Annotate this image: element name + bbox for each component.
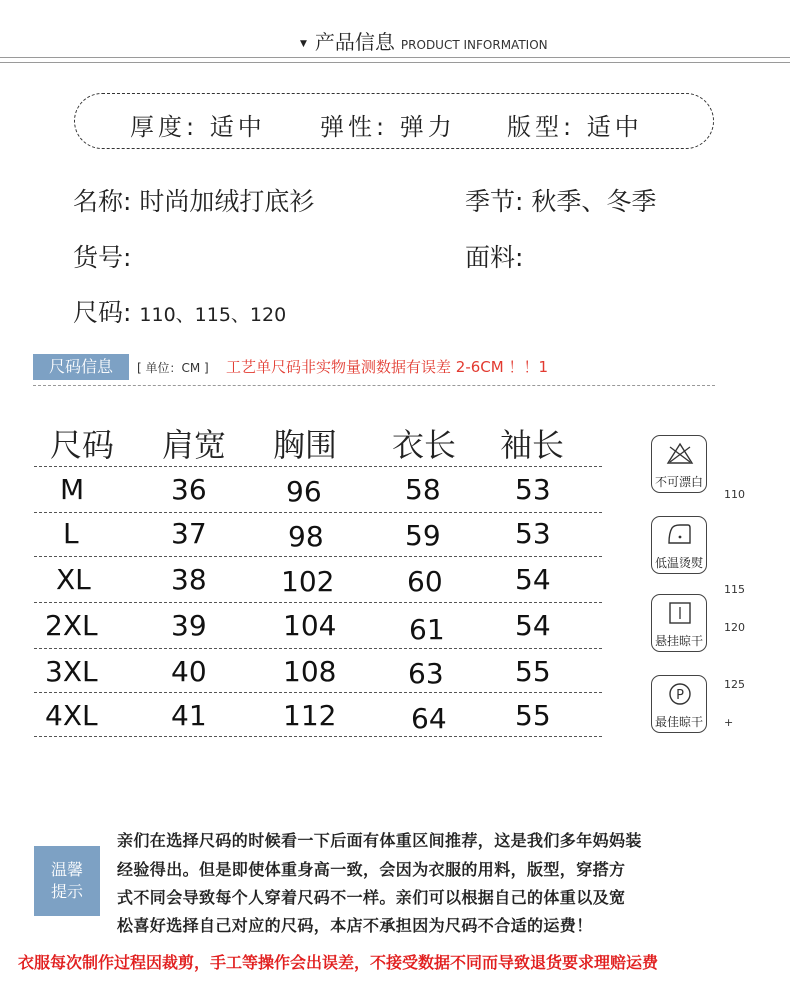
table-cell-length: 58	[405, 473, 441, 506]
table-cell-chest: 96	[286, 475, 322, 508]
table-cell-size: L	[63, 517, 79, 550]
table-header-shoulder: 肩宽	[162, 426, 227, 464]
size-info-tag: 尺码信息	[33, 354, 129, 380]
info-item-no: 货号:	[73, 243, 132, 272]
info-season-value: 秋季、冬季	[531, 187, 657, 216]
warm-tip-line: 松喜好选择自己对应的尺码，本店不承担因为尺码不合适的运费！	[117, 916, 593, 935]
care-number: 120	[724, 621, 745, 634]
no-bleach-icon	[666, 442, 694, 466]
care-number: +	[724, 716, 734, 729]
table-cell-sleeve: 54	[515, 563, 551, 596]
table-divider	[34, 602, 602, 603]
info-season: 季节: 秋季、冬季	[465, 187, 657, 216]
table-cell-shoulder: 41	[171, 699, 207, 732]
info-name: 名称: 时尚加绒打底衫	[73, 187, 315, 216]
size-info-divider	[33, 385, 715, 386]
info-size-label: 尺码	[73, 298, 124, 327]
table-cell-chest: 104	[283, 609, 337, 642]
table-cell-shoulder: 37	[171, 517, 207, 550]
table-cell-size: XL	[56, 563, 91, 596]
info-fabric-label: 面料	[465, 243, 516, 272]
care-label: 低温烫熨	[654, 556, 703, 570]
table-cell-shoulder: 36	[171, 473, 207, 506]
table-divider	[34, 692, 602, 693]
table-cell-sleeve: 54	[515, 609, 551, 642]
table-cell-length: 63	[408, 657, 444, 690]
section-title-cn: 产品信息	[314, 30, 395, 54]
table-cell-sleeve: 55	[515, 655, 551, 688]
table-divider	[34, 512, 602, 513]
table-cell-chest: 98	[288, 520, 324, 553]
info-item-no-label: 货号	[73, 243, 124, 272]
table-cell-shoulder: 40	[171, 655, 207, 688]
info-size: 尺码: 110、115、120	[73, 298, 287, 327]
table-cell-sleeve: 53	[515, 517, 551, 550]
table-cell-size: 4XL	[45, 699, 98, 732]
warm-tip-line: 亲们在选择尺码的时候看一下后面有体重区间推荐，这是我们多年妈妈装	[117, 831, 642, 850]
table-cell-size: 3XL	[45, 655, 98, 688]
table-cell-sleeve: 55	[515, 699, 551, 732]
property-value: 适中	[586, 113, 643, 141]
property-elasticity: 弹性: 弹力	[320, 113, 456, 141]
dry-clean-icon	[666, 682, 694, 706]
property-value: 弹力	[399, 113, 456, 141]
property-label: 版型	[507, 113, 563, 141]
table-divider	[34, 648, 602, 649]
section-title-en: PRODUCT INFORMATION	[400, 38, 548, 52]
care-no-bleach	[651, 435, 707, 493]
care-number: 110	[724, 488, 745, 501]
table-header-length: 衣长	[392, 426, 457, 464]
care-dry-clean	[651, 675, 707, 733]
care-label: 悬挂晾干	[654, 634, 703, 648]
warm-tip-line: 式不同会导致每个人穿着尺码不一样。亲们可以根据自己的体重以及宽	[117, 888, 626, 907]
table-cell-sleeve: 53	[515, 473, 551, 506]
hang-dry-icon	[666, 601, 694, 625]
warm-tip-badge	[34, 846, 100, 916]
table-cell-chest: 102	[281, 565, 335, 598]
info-name-label: 名称	[73, 187, 124, 216]
table-cell-size: 2XL	[45, 609, 98, 642]
section-title	[300, 26, 548, 55]
warm-tip-line: 经验得出。但是即使体重身高一致，会因为衣服的用料，版型，穿搭方	[117, 860, 626, 879]
table-divider	[34, 736, 602, 737]
care-label: 不可漂白	[654, 475, 703, 489]
table-header-chest: 胸围	[273, 426, 338, 464]
warm-tip-title-1: 温馨	[50, 860, 83, 879]
size-unit: [ 单位：CM ]	[137, 361, 209, 375]
care-number: 125	[724, 678, 745, 691]
property-label: 厚度	[130, 113, 186, 141]
table-cell-chest: 112	[283, 699, 337, 732]
property-value: 适中	[209, 113, 266, 141]
table-cell-length: 59	[405, 519, 441, 552]
size-warning: 工艺单尺码非实物量测数据有误差 2-6CM ！！1	[226, 358, 548, 376]
table-cell-shoulder: 38	[171, 563, 207, 596]
triangle-down-icon: ▼	[300, 38, 307, 49]
info-size-value: 110、115、120	[139, 304, 287, 326]
bottom-warning: 衣服每次制作过程因裁剪，手工等操作会出误差，不接受数据不同而导致退货要求理赔运费	[18, 953, 659, 972]
property-thickness: 厚度: 适中	[130, 113, 266, 141]
info-name-value: 时尚加绒打底衫	[139, 187, 315, 216]
table-divider	[34, 466, 602, 467]
table-cell-chest: 108	[283, 655, 337, 688]
table-cell-length: 64	[411, 702, 447, 735]
table-header-sleeve: 袖长	[500, 426, 565, 464]
header-divider-bottom	[0, 62, 790, 63]
table-divider	[34, 556, 602, 557]
property-label: 弹性	[320, 113, 376, 141]
table-cell-length: 61	[409, 613, 445, 646]
header-divider-top	[0, 57, 790, 58]
table-cell-length: 60	[407, 565, 443, 598]
care-low-iron	[651, 516, 707, 574]
care-label: 最佳晾干	[654, 715, 703, 729]
care-hang-dry	[651, 594, 707, 652]
info-fabric: 面料:	[465, 243, 524, 272]
table-cell-shoulder: 39	[171, 609, 207, 642]
warm-tip-title-2: 提示	[50, 882, 83, 901]
info-season-label: 季节	[465, 187, 516, 216]
svg-text:P: P	[676, 688, 684, 703]
table-cell-size: M	[60, 473, 85, 506]
table-header-size: 尺码	[50, 426, 115, 464]
care-number: 115	[724, 583, 745, 596]
property-fit: 版型: 适中	[507, 113, 643, 141]
low-iron-icon	[666, 523, 694, 547]
